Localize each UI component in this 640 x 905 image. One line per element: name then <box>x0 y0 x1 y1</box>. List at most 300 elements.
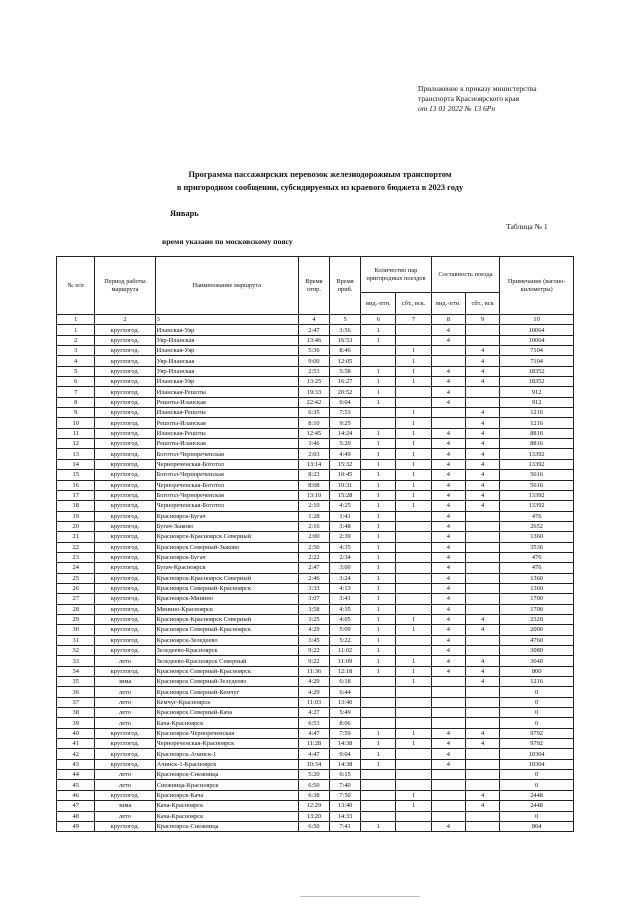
cell-pairs-weekend: 7 <box>396 315 431 325</box>
cell-period: круглогод. <box>95 366 155 376</box>
cell-period: лето <box>95 811 155 821</box>
cell-pairs-weekend: 1 <box>396 677 431 687</box>
cell-route: Решоты-Иланская <box>155 418 298 428</box>
cell-pairs-weekend <box>396 335 431 345</box>
cell-route: Бугач-Зыково <box>155 521 298 531</box>
cell-comp-weekday <box>431 677 465 687</box>
cell-arrive: 3:48 <box>330 521 361 531</box>
cell-num: 30 <box>57 625 95 635</box>
cell-pairs-weekend <box>396 325 431 335</box>
document-title <box>60 168 580 194</box>
cell-depart: 6:50 <box>298 821 329 831</box>
cell-period: круглогод. <box>95 552 155 562</box>
cell-depart: 2:16 <box>298 521 329 531</box>
cell-note: 1216 <box>500 408 574 418</box>
cell-comp-weekday: 4 <box>431 459 465 469</box>
cell-comp-weekday: 4 <box>431 366 465 376</box>
cell-arrive: 7:40 <box>330 780 361 790</box>
cell-note: 18352 <box>500 377 574 387</box>
cell-num: 46 <box>57 790 95 800</box>
cell-arrive: 0:04 <box>330 397 361 407</box>
cell-num: 14 <box>57 459 95 469</box>
cell-pairs-weekday: 1 <box>361 614 396 624</box>
table-row <box>57 335 574 345</box>
cell-pairs-weekend <box>396 542 431 552</box>
cell-depart: 4:29 <box>298 687 329 697</box>
cell-comp-weekday: 4 <box>431 749 465 759</box>
cell-period: лето <box>95 708 155 718</box>
cell-route: Кача-Красноярск <box>155 718 298 728</box>
cell-num: 17 <box>57 490 95 500</box>
cell-route: Красноярск-Зеледеево <box>155 635 298 645</box>
cell-depart: 2:03 <box>298 449 329 459</box>
header-weekdays-comp: вид.-птн. <box>431 293 465 315</box>
cell-comp-weekday: 4 <box>431 325 465 335</box>
cell-note: 0 <box>500 687 574 697</box>
header-pairs: Количество пар пригородных поездов <box>361 257 432 293</box>
cell-route: 3 <box>155 315 298 325</box>
cell-period: круглогод. <box>95 490 155 500</box>
table-row <box>57 573 574 583</box>
cell-comp-weekday <box>431 811 465 821</box>
cell-arrive: 5:22 <box>330 635 361 645</box>
cell-arrive: 3:24 <box>330 573 361 583</box>
table-row <box>57 811 574 821</box>
header-composition: Составность поезда <box>431 257 500 293</box>
cell-num: 3 <box>57 346 95 356</box>
cell-pairs-weekend: 1 <box>396 739 431 749</box>
table-row <box>57 780 574 790</box>
table-row <box>57 821 574 831</box>
cell-route: Иланская-Решоты <box>155 408 298 418</box>
cell-comp-weekday: 4 <box>431 521 465 531</box>
cell-num: 18 <box>57 501 95 511</box>
table-number: Таблица № 1 <box>506 222 548 231</box>
cell-comp-weekday: 4 <box>431 552 465 562</box>
cell-note: 0 <box>500 770 574 780</box>
cell-comp-weekday <box>431 346 465 356</box>
cell-note: 2448 <box>500 801 574 811</box>
cell-depart: 2:53 <box>298 366 329 376</box>
cell-comp-weekend <box>465 770 499 780</box>
cell-depart: 4:29 <box>298 625 329 635</box>
cell-pairs-weekday <box>361 811 396 821</box>
cell-arrive: 6:15 <box>330 770 361 780</box>
cell-comp-weekday: 4 <box>431 614 465 624</box>
cell-period: круглогод. <box>95 594 155 604</box>
cell-arrive: 16:27 <box>330 377 361 387</box>
month-label: Январь <box>170 209 199 218</box>
cell-num: 11 <box>57 428 95 438</box>
table-row <box>57 449 574 459</box>
cell-pairs-weekend: 1 <box>396 418 431 428</box>
cell-num: 41 <box>57 739 95 749</box>
cell-period: круглогод. <box>95 563 155 573</box>
title-line-2: в пригородном сообщении, субсидируемых из краевого бюджета в 2023 году <box>176 183 464 192</box>
cell-pairs-weekday: 1 <box>361 335 396 345</box>
cell-comp-weekday: 4 <box>431 532 465 542</box>
cell-arrive: 7:59 <box>330 728 361 738</box>
cell-period: круглогод. <box>95 790 155 800</box>
cell-comp-weekend: 4 <box>465 346 499 356</box>
cell-period: круглогод. <box>95 459 155 469</box>
cell-comp-weekend <box>465 780 499 790</box>
cell-num: 28 <box>57 604 95 614</box>
cell-depart: 2:50 <box>298 542 329 552</box>
cell-arrive: 3:41 <box>330 594 361 604</box>
cell-note: 3080 <box>500 646 574 656</box>
cell-note: 8816 <box>500 428 574 438</box>
cell-comp-weekday <box>431 718 465 728</box>
cell-pairs-weekend <box>396 635 431 645</box>
cell-arrive: 5:09 <box>330 625 361 635</box>
cell-pairs-weekday: 1 <box>361 387 396 397</box>
cell-depart: 5:20 <box>298 770 329 780</box>
cell-comp-weekend <box>465 583 499 593</box>
cell-depart: 19:33 <box>298 387 329 397</box>
header-weekend-comp: сбт., вск <box>465 293 499 315</box>
cell-comp-weekday <box>431 418 465 428</box>
appendix-line-1: Приложение к приказу министерства <box>418 84 537 93</box>
cell-depart: 3:46 <box>298 439 329 449</box>
cell-period: круглогод. <box>95 325 155 335</box>
cell-pairs-weekend: 1 <box>396 377 431 387</box>
table-row <box>57 666 574 676</box>
cell-depart: 4:47 <box>298 749 329 759</box>
cell-pairs-weekday <box>361 418 396 428</box>
cell-comp-weekend <box>465 552 499 562</box>
cell-period: лето <box>95 780 155 790</box>
cell-num: 15 <box>57 470 95 480</box>
cell-comp-weekend <box>465 821 499 831</box>
table-row <box>57 718 574 728</box>
cell-arrive: 14:38 <box>330 759 361 769</box>
index-row <box>57 315 574 325</box>
cell-route: Красноярск-Снежница <box>155 821 298 831</box>
cell-period: круглогод. <box>95 439 155 449</box>
cell-comp-weekday <box>431 408 465 418</box>
cell-comp-weekend: 4 <box>465 366 499 376</box>
cell-note: 3536 <box>500 542 574 552</box>
cell-depart: 12:29 <box>298 801 329 811</box>
table-row <box>57 470 574 480</box>
cell-arrive: 4:49 <box>330 449 361 459</box>
cell-arrive: 15:28 <box>330 490 361 500</box>
table-row <box>57 697 574 707</box>
cell-note: 10 <box>500 315 574 325</box>
cell-period: круглогод. <box>95 428 155 438</box>
cell-arrive: 3:56 <box>330 325 361 335</box>
cell-depart: 3:33 <box>298 583 329 593</box>
cell-route: Красноярск-Бугач <box>155 511 298 521</box>
cell-note: 0 <box>500 718 574 728</box>
cell-comp-weekday <box>431 801 465 811</box>
cell-period: круглогод. <box>95 759 155 769</box>
cell-period: круглогод. <box>95 625 155 635</box>
cell-route: Кемчуг-Красноярск <box>155 697 298 707</box>
cell-note: 10304 <box>500 759 574 769</box>
table-row <box>57 749 574 759</box>
cell-num: 35 <box>57 677 95 687</box>
cell-pairs-weekday: 1 <box>361 325 396 335</box>
table-row <box>57 408 574 418</box>
cell-route: Красноярск Северный-Кемчуг <box>155 687 298 697</box>
cell-pairs-weekend <box>396 749 431 759</box>
cell-note: 1216 <box>500 677 574 687</box>
cell-arrive: 10:45 <box>330 470 361 480</box>
cell-comp-weekend <box>465 532 499 542</box>
cell-num: 36 <box>57 687 95 697</box>
cell-pairs-weekday <box>361 356 396 366</box>
cell-depart: 5:36 <box>298 346 329 356</box>
cell-route: Красноярск Северный-Красноярск <box>155 625 298 635</box>
cell-note: 476 <box>500 511 574 521</box>
cell-comp-weekend: 4 <box>465 418 499 428</box>
cell-pairs-weekend <box>396 552 431 562</box>
cell-comp-weekend <box>465 749 499 759</box>
cell-comp-weekend <box>465 604 499 614</box>
table-row <box>57 614 574 624</box>
cell-pairs-weekend <box>396 594 431 604</box>
cell-arrive: 14:33 <box>330 811 361 821</box>
cell-note: 10304 <box>500 749 574 759</box>
cell-num: 21 <box>57 532 95 542</box>
cell-arrive: 2:39 <box>330 532 361 542</box>
cell-arrive: 13:40 <box>330 697 361 707</box>
cell-period: круглогод. <box>95 749 155 759</box>
cell-route: Иланская-Решоты <box>155 428 298 438</box>
cell-depart: 11:28 <box>298 739 329 749</box>
cell-note: 5616 <box>500 480 574 490</box>
cell-pairs-weekend: 1 <box>396 428 431 438</box>
table-row <box>57 677 574 687</box>
cell-note: 2000 <box>500 625 574 635</box>
cell-pairs-weekday <box>361 801 396 811</box>
table-row <box>57 656 574 666</box>
cell-num: 32 <box>57 646 95 656</box>
cell-comp-weekend <box>465 697 499 707</box>
header-depart: Время отпр. <box>298 257 329 315</box>
cell-num: 45 <box>57 780 95 790</box>
cell-depart: 4:27 <box>298 708 329 718</box>
cell-comp-weekend: 4 <box>465 739 499 749</box>
cell-comp-weekend <box>465 511 499 521</box>
cell-comp-weekend <box>465 811 499 821</box>
cell-route: Иланская-Решоты <box>155 387 298 397</box>
cell-depart: 9:22 <box>298 656 329 666</box>
table-row <box>57 397 574 407</box>
cell-comp-weekday: 4 <box>431 501 465 511</box>
cell-depart: 2:22 <box>298 552 329 562</box>
cell-arrive: 3:00 <box>330 563 361 573</box>
cell-pairs-weekday: 1 <box>361 449 396 459</box>
cell-arrive: 20:52 <box>330 387 361 397</box>
cell-period: лето <box>95 697 155 707</box>
cell-pairs-weekday <box>361 687 396 697</box>
cell-note: 5616 <box>500 470 574 480</box>
cell-comp-weekday: 4 <box>431 511 465 521</box>
cell-period: лето <box>95 687 155 697</box>
cell-comp-weekday: 4 <box>431 666 465 676</box>
cell-pairs-weekday: 1 <box>361 439 396 449</box>
cell-note: 0 <box>500 697 574 707</box>
cell-period: лето <box>95 656 155 666</box>
cell-note: 18352 <box>500 366 574 376</box>
appendix-line-2: транспорта Красноярского края <box>418 94 520 103</box>
table-row <box>57 770 574 780</box>
cell-route: Чернореченская-Боготол <box>155 459 298 469</box>
header-weekend: сбт., вск. <box>396 293 431 315</box>
table-row <box>57 439 574 449</box>
cell-num: 37 <box>57 697 95 707</box>
cell-period: круглогод. <box>95 821 155 831</box>
cell-comp-weekend <box>465 563 499 573</box>
cell-num: 12 <box>57 439 95 449</box>
cell-pairs-weekday: 1 <box>361 470 396 480</box>
cell-num: 22 <box>57 542 95 552</box>
cell-comp-weekday <box>431 770 465 780</box>
cell-note: 13392 <box>500 490 574 500</box>
cell-pairs-weekend <box>396 687 431 697</box>
cell-comp-weekend: 4 <box>465 356 499 366</box>
cell-note: 1360 <box>500 583 574 593</box>
cell-note: 1360 <box>500 573 574 583</box>
cell-comp-weekday <box>431 780 465 790</box>
cell-depart: 2:47 <box>298 325 329 335</box>
cell-comp-weekend: 4 <box>465 449 499 459</box>
cell-arrive: 10:31 <box>330 480 361 490</box>
cell-comp-weekday: 4 <box>431 480 465 490</box>
cell-pairs-weekday <box>361 718 396 728</box>
cell-pairs-weekend <box>396 718 431 728</box>
cell-pairs-weekend: 1 <box>396 346 431 356</box>
cell-period: круглогод. <box>95 583 155 593</box>
cell-depart: 3:25 <box>298 614 329 624</box>
cell-comp-weekend <box>465 325 499 335</box>
cell-period: круглогод. <box>95 646 155 656</box>
cell-note: 1700 <box>500 604 574 614</box>
cell-pairs-weekend <box>396 573 431 583</box>
cell-period: круглогод. <box>95 356 155 366</box>
cell-num: 42 <box>57 749 95 759</box>
cell-pairs-weekend <box>396 397 431 407</box>
cell-pairs-weekend <box>396 708 431 718</box>
table-row <box>57 687 574 697</box>
cell-pairs-weekend <box>396 759 431 769</box>
cell-comp-weekend <box>465 646 499 656</box>
table-row <box>57 583 574 593</box>
cell-pairs-weekend: 1 <box>396 501 431 511</box>
cell-comp-weekday: 4 <box>431 583 465 593</box>
cell-pairs-weekday: 1 <box>361 666 396 676</box>
cell-pairs-weekend: 1 <box>396 480 431 490</box>
cell-depart: 10:34 <box>298 759 329 769</box>
cell-comp-weekend: 4 <box>465 459 499 469</box>
cell-arrive: 11:09 <box>330 656 361 666</box>
cell-depart: 2:46 <box>298 573 329 583</box>
cell-arrive: 6:44 <box>330 687 361 697</box>
cell-period: лето <box>95 770 155 780</box>
cell-comp-weekday: 4 <box>431 739 465 749</box>
cell-pairs-weekend <box>396 811 431 821</box>
cell-pairs-weekday: 1 <box>361 604 396 614</box>
cell-comp-weekend: 4 <box>465 614 499 624</box>
cell-comp-weekday: 4 <box>431 656 465 666</box>
cell-pairs-weekday: 1 <box>361 501 396 511</box>
cell-num: 6 <box>57 377 95 387</box>
table-row <box>57 346 574 356</box>
cell-note: 8816 <box>500 439 574 449</box>
cell-comp-weekday: 4 <box>431 573 465 583</box>
cell-comp-weekday: 4 <box>431 604 465 614</box>
cell-pairs-weekend: 1 <box>396 459 431 469</box>
cell-period: круглогод. <box>95 470 155 480</box>
cell-pairs-weekday: 1 <box>361 573 396 583</box>
cell-arrive: 4:13 <box>330 583 361 593</box>
cell-period: круглогод. <box>95 573 155 583</box>
cell-note: 10064 <box>500 325 574 335</box>
cell-depart: 8:23 <box>298 470 329 480</box>
appendix-line-3: от 13 01 2022 № 13 6Рп <box>418 104 496 113</box>
cell-pairs-weekday: 1 <box>361 594 396 604</box>
cell-pairs-weekday: 1 <box>361 583 396 593</box>
cell-route: Уяр-Иланская <box>155 335 298 345</box>
cell-arrive: 9:25 <box>330 418 361 428</box>
cell-depart: 3:58 <box>298 604 329 614</box>
table-row <box>57 325 574 335</box>
cell-comp-weekend <box>465 708 499 718</box>
cell-period: круглогод. <box>95 480 155 490</box>
cell-note: 2320 <box>500 614 574 624</box>
cell-pairs-weekday: 1 <box>361 635 396 645</box>
cell-note: 0 <box>500 708 574 718</box>
cell-pairs-weekend <box>396 583 431 593</box>
cell-num: 2 <box>57 335 95 345</box>
appendix-block <box>418 84 633 114</box>
cell-note: 1216 <box>500 418 574 428</box>
cell-route: Красноярск-Минино <box>155 594 298 604</box>
cell-route: Боготол-Чернореченская <box>155 490 298 500</box>
cell-comp-weekday: 4 <box>431 594 465 604</box>
cell-num: 40 <box>57 728 95 738</box>
table-row <box>57 790 574 800</box>
cell-num: 13 <box>57 449 95 459</box>
cell-comp-weekend: 4 <box>465 439 499 449</box>
cell-route: Ачинск-1-Красноярск <box>155 759 298 769</box>
cell-arrive: 9:04 <box>330 749 361 759</box>
cell-comp-weekend: 4 <box>465 501 499 511</box>
table-row <box>57 604 574 614</box>
cell-route: Чернореченская-Красноярск <box>155 739 298 749</box>
cell-comp-weekday: 4 <box>431 646 465 656</box>
cell-pairs-weekend <box>396 780 431 790</box>
cell-num: 31 <box>57 635 95 645</box>
cell-pairs-weekday: 1 <box>361 739 396 749</box>
footer-rule <box>300 896 420 897</box>
cell-pairs-weekend: 1 <box>396 490 431 500</box>
cell-pairs-weekday: 1 <box>361 728 396 738</box>
cell-period: круглогод. <box>95 449 155 459</box>
cell-depart: 4:29 <box>298 677 329 687</box>
cell-depart: 6:35 <box>298 408 329 418</box>
cell-arrive: 14:24 <box>330 428 361 438</box>
cell-comp-weekday: 4 <box>431 397 465 407</box>
cell-pairs-weekday <box>361 346 396 356</box>
cell-depart: 2:47 <box>298 563 329 573</box>
cell-num: 25 <box>57 573 95 583</box>
cell-depart: 13:25 <box>298 377 329 387</box>
cell-comp-weekday: 4 <box>431 490 465 500</box>
